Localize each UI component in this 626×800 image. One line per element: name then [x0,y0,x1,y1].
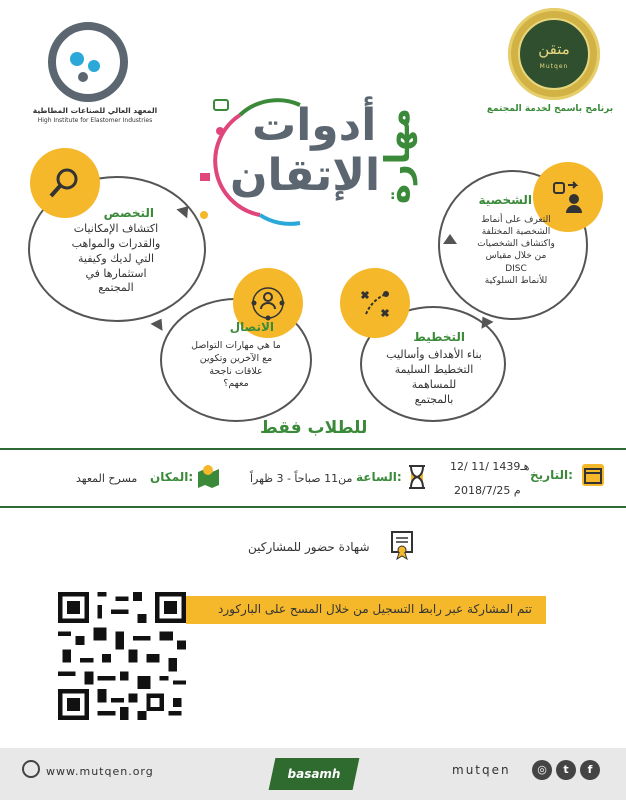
logo-dot [78,72,88,82]
topic-heading: التخطيط [413,330,465,344]
map-pin-icon [196,464,218,486]
social-handle[interactable]: mutqen [452,763,511,777]
topic-body: ما هي مهارات التواصل مع الآخرين وتكوين علاقات ناجحة معهم؟ [191,340,281,390]
topic-heading: الشخصية [478,193,532,207]
instagram-icon[interactable]: ◎ [532,760,552,780]
logo-dot [70,52,84,66]
strategy-icon [340,268,410,338]
divider [0,506,626,508]
magnifier-icon [30,148,100,218]
facebook-icon[interactable]: f [580,760,600,780]
divider [0,448,626,450]
certificate-icon [390,530,414,560]
title-sub: مهارة [377,108,418,204]
institute-name-en: High Institute for Elastomer Industries [37,117,153,124]
time-value: من11 صباحاً - 3 ظهراً [250,472,353,485]
topic-body: اكتشاف الإمكانيات والقدرات والمواهب التي لديك وكيفية استثمارها في المجتمع [71,222,161,295]
topic-heading: التخصص [103,206,154,220]
place-label: المكان: [150,470,194,484]
arrow-icon [443,234,457,244]
program-name: برنامج باسمح لخدمة المجتمع [486,104,614,114]
globe-icon [22,760,40,778]
date-label: التاريخ: [530,468,573,482]
footer [0,748,626,800]
seal-en: Mutqen [539,63,569,70]
title-line1: أدوات [252,100,377,151]
place-value: مسرح المعهد [76,472,138,485]
brand-text: basamh [287,767,341,781]
arrow-icon [150,315,167,331]
basamh-logo [269,758,360,790]
certificate-text: شهادة حضور للمشاركين [248,540,370,554]
topic-body: بناء الأهداف وأساليب التخطيط السليمة للمساهمة بالمجتمع [386,348,482,406]
topic-heading: الاتصال [229,320,274,334]
hourglass-icon [406,464,428,486]
date-gregorian: 2018/7/25 م [454,484,521,497]
register-text: تتم المشاركة عبر رابط التسجيل من خلال المسح على الباركورد [217,602,532,616]
title-line2: الإتقان [230,150,381,201]
seal-word: متقن [538,40,570,58]
qr-code[interactable] [58,592,186,720]
institute-name-ar: المعهد العالي للصناعات المطاطية [32,106,158,115]
logo-dot [88,60,100,72]
calendar-icon [582,464,604,486]
twitter-icon[interactable]: t [556,760,576,780]
register-banner [186,596,546,624]
date-hijri: 12/ 11/ 1439هـ [450,460,530,473]
time-label: الساعة: [356,470,402,484]
topic-body: التعرف على أنماط الشخصية المختلفة واكتشاف الشخصيات من خلال مقياس DISC للأنماط السلوكية [477,215,555,286]
website-link[interactable]: www.mutqen.org [46,765,154,778]
students-only: للطلاب فقط [260,418,368,438]
mutqen-seal-logo [508,8,600,100]
